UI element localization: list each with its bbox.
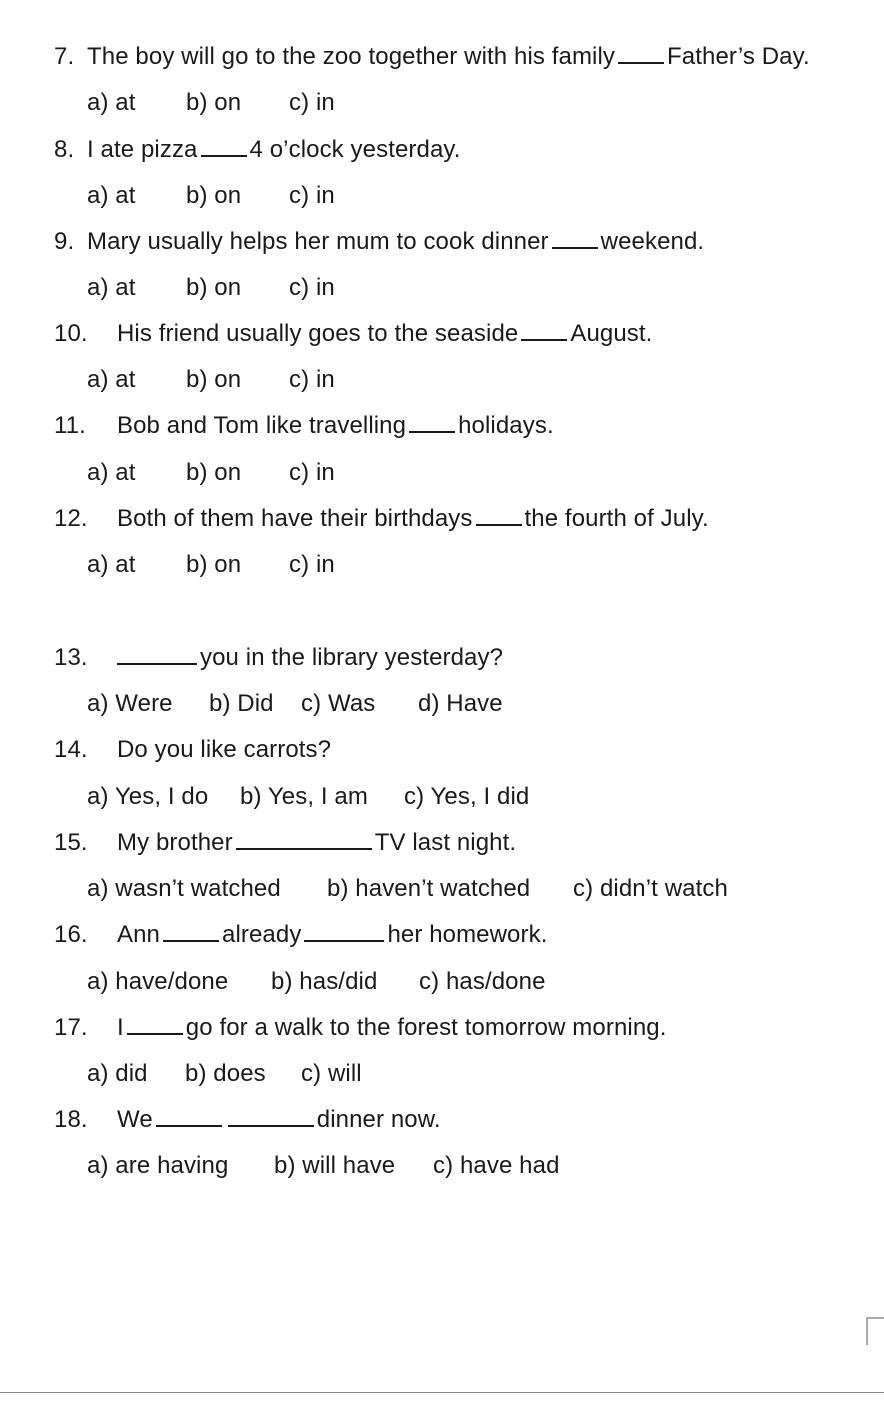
- question-13: [54, 643, 503, 673]
- answer-blank[interactable]: [409, 411, 455, 433]
- option-a[interactable]: a) did: [87, 1060, 148, 1087]
- answer-blank[interactable]: [156, 1105, 222, 1127]
- option-b[interactable]: b) has/did: [271, 968, 378, 995]
- question-number: 18.: [54, 1106, 88, 1133]
- answer-blank[interactable]: [201, 135, 247, 157]
- option-b[interactable]: b) on: [186, 459, 242, 486]
- option-b[interactable]: b) on: [186, 182, 242, 209]
- question-text: Mary usually helps her mum to cook dinner: [87, 228, 549, 255]
- option-c[interactable]: c) have had: [433, 1152, 560, 1179]
- question-number: 17.: [54, 1014, 88, 1041]
- answer-blank[interactable]: [618, 42, 664, 64]
- option-a[interactable]: a) have/done: [87, 968, 229, 995]
- question-text: Bob and Tom like travelling: [117, 412, 407, 439]
- question-16: [54, 920, 547, 950]
- question-11: [54, 411, 554, 441]
- question-9: [54, 227, 704, 257]
- answer-blank[interactable]: [236, 828, 372, 850]
- option-a[interactable]: a) Were: [87, 690, 173, 717]
- option-b[interactable]: b) on: [186, 551, 242, 578]
- option-a[interactable]: a) at: [87, 551, 136, 578]
- question-text: 4 o’clock yesterday.: [249, 136, 461, 163]
- question-number: 11.: [54, 412, 86, 439]
- question-7: [54, 42, 810, 72]
- question-number: 7.: [54, 43, 75, 70]
- option-a[interactable]: a) at: [87, 182, 136, 209]
- question-14: [54, 735, 331, 765]
- question-number: 12.: [54, 505, 88, 532]
- option-c[interactable]: c) has/done: [419, 968, 546, 995]
- question-12: [54, 504, 709, 534]
- question-text: her homework.: [387, 921, 548, 948]
- question-text: dinner now.: [316, 1106, 441, 1133]
- question-15: [54, 828, 516, 858]
- option-c[interactable]: c) will: [301, 1060, 362, 1087]
- question-number: 10.: [54, 320, 88, 347]
- question-text: Ann: [117, 921, 161, 948]
- question-text: I ate pizza: [87, 136, 198, 163]
- question-text: weekend.: [600, 228, 705, 255]
- option-a[interactable]: a) at: [87, 274, 136, 301]
- option-b[interactable]: b) Yes, I am: [240, 783, 368, 810]
- option-a[interactable]: a) wasn’t watched: [87, 875, 281, 902]
- option-d[interactable]: d) Have: [418, 690, 503, 717]
- question-text: Do you like carrots?: [117, 736, 332, 763]
- question-text: TV last night.: [374, 829, 517, 856]
- option-a[interactable]: a) at: [87, 459, 136, 486]
- question-text: His friend usually goes to the seaside: [117, 320, 519, 347]
- answer-blank[interactable]: [117, 643, 197, 665]
- question-text: My brother: [117, 829, 233, 856]
- option-b[interactable]: b) on: [186, 89, 242, 116]
- option-c[interactable]: c) in: [289, 366, 335, 393]
- option-b[interactable]: b) on: [186, 366, 242, 393]
- question-number: 9.: [54, 228, 75, 255]
- question-text: holidays.: [458, 412, 554, 439]
- answer-blank[interactable]: [127, 1013, 183, 1035]
- answer-blank[interactable]: [163, 920, 219, 942]
- question-8: [54, 135, 460, 165]
- question-number: 16.: [54, 921, 88, 948]
- question-text: We: [117, 1106, 153, 1133]
- option-a[interactable]: a) Yes, I do: [87, 783, 209, 810]
- answer-blank[interactable]: [521, 319, 567, 341]
- question-text: August.: [570, 320, 653, 347]
- question-17: [54, 1013, 666, 1043]
- bottom-divider: [0, 1392, 884, 1393]
- answer-blank[interactable]: [476, 504, 522, 526]
- option-b[interactable]: b) haven’t watched: [327, 875, 531, 902]
- option-c[interactable]: c) in: [289, 274, 335, 301]
- question-text: The boy will go to the zoo together with his family: [87, 43, 616, 70]
- question-text: the fourth of July.: [524, 505, 709, 532]
- page-corner-mark: [866, 1317, 884, 1345]
- option-c[interactable]: c) Yes, I did: [404, 783, 530, 810]
- question-text: I: [117, 1014, 124, 1041]
- option-b[interactable]: b) on: [186, 274, 242, 301]
- option-c[interactable]: c) in: [289, 551, 335, 578]
- question-text: Both of them have their birthdays: [117, 505, 473, 532]
- option-c[interactable]: c) in: [289, 182, 335, 209]
- question-10: [54, 319, 652, 349]
- answer-blank[interactable]: [552, 227, 598, 249]
- option-c[interactable]: c) didn’t watch: [573, 875, 728, 902]
- answer-blank[interactable]: [228, 1105, 314, 1127]
- option-b[interactable]: b) will have: [274, 1152, 396, 1179]
- question-text: already: [222, 921, 302, 948]
- option-a[interactable]: a) at: [87, 366, 136, 393]
- question-number: 8.: [54, 136, 75, 163]
- answer-blank[interactable]: [304, 920, 384, 942]
- option-a[interactable]: a) at: [87, 89, 136, 116]
- question-text: Father’s Day.: [667, 43, 810, 70]
- question-number: 15.: [54, 829, 88, 856]
- option-c[interactable]: c) in: [289, 459, 335, 486]
- question-number: 14.: [54, 736, 88, 763]
- option-a[interactable]: a) are having: [87, 1152, 229, 1179]
- question-number: 13.: [54, 644, 88, 671]
- option-b[interactable]: b) does: [185, 1060, 266, 1087]
- option-b[interactable]: b) Did: [209, 690, 274, 717]
- option-c[interactable]: c) Was: [301, 690, 376, 717]
- question-18: [54, 1105, 441, 1135]
- question-text: you in the library yesterday?: [200, 644, 504, 671]
- option-c[interactable]: c) in: [289, 89, 335, 116]
- question-text: go for a walk to the forest tomorrow morning.: [185, 1014, 667, 1041]
